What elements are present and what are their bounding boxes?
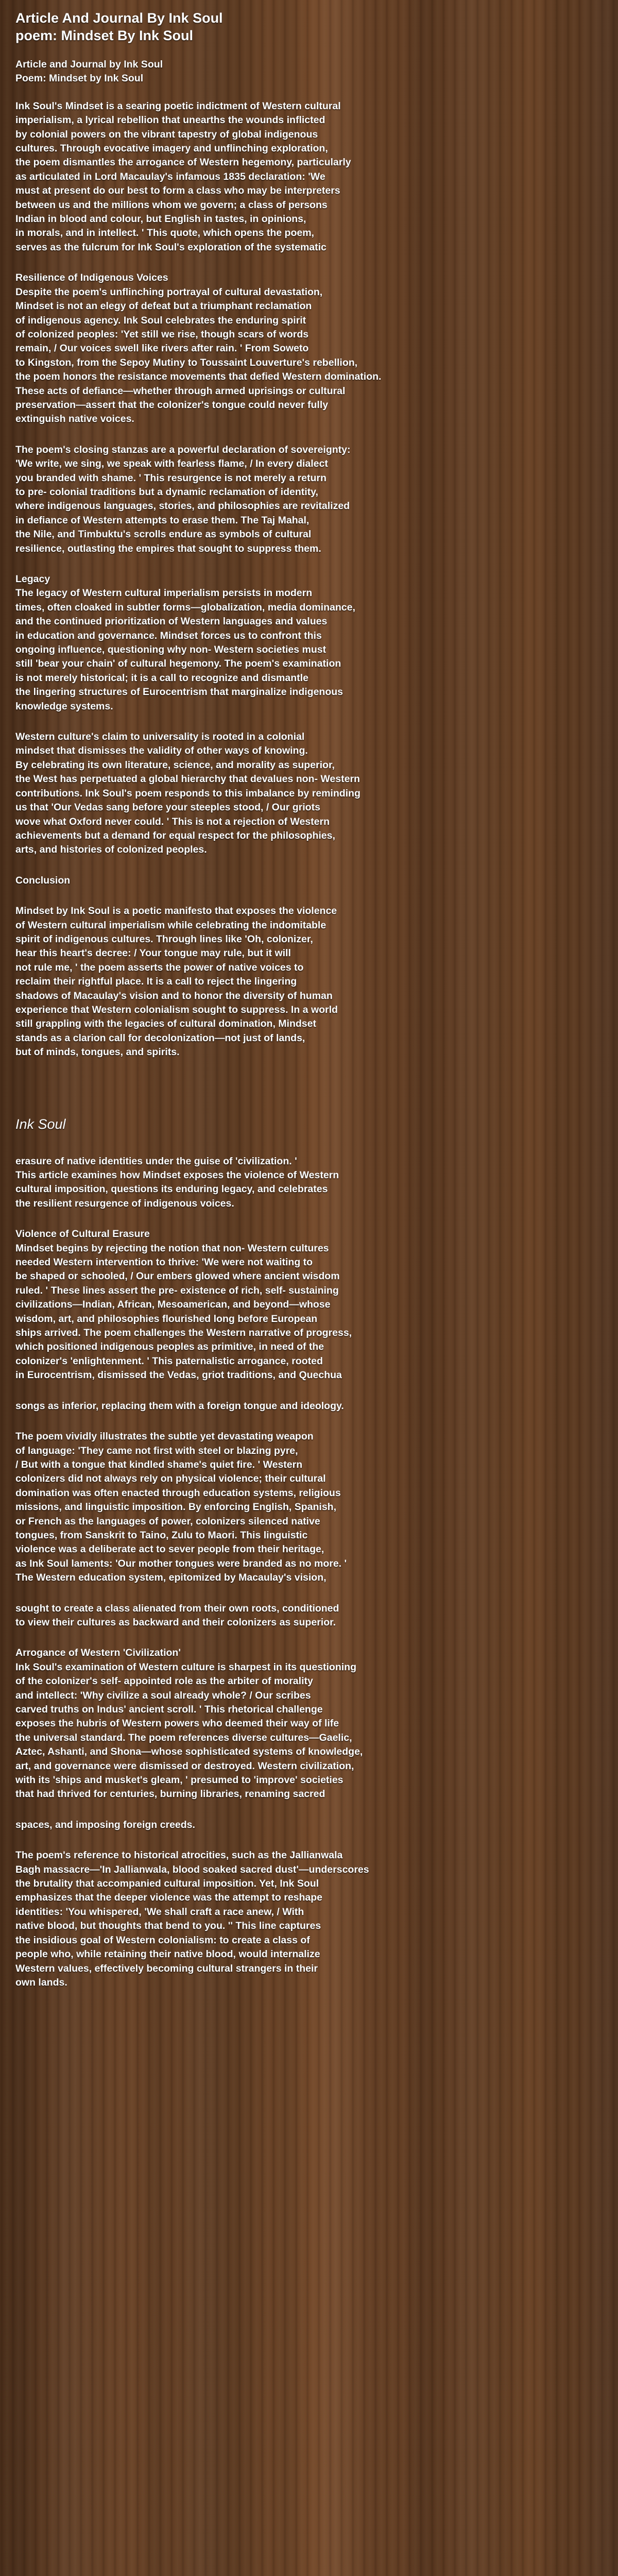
intro-section: [15, 99, 603, 255]
universality-section: [15, 730, 603, 857]
arrogance-tail-paragraph: spaces, and imposing foreign creeds.: [15, 1819, 195, 1831]
arrogance-tail-section: [15, 1818, 603, 1832]
author-signature: Ink Soul: [15, 1116, 66, 1132]
page-title: [15, 9, 603, 44]
legacy-heading: Legacy: [15, 573, 50, 585]
arrogance-paragraph: Ink Soul's examination of Western culture is sharpest in its questioning of the colonizer's self- appointed role as the arbiter of morality and intellect: 'Why civilize a soul already whole? / Our scribes carved truths on Indus' ancient scroll. ' This rhetorical challenge exposes the hubris of Western powers who deemed their way of life the universal standard. The poem references diverse cultures—Gaelic, Aztec, Ashanti, and Shona—whose sophisticated systems of knowledge, art, and governance were dismissed or destroyed. Western civilization, with its 'ships and musket's gleam, ' presumed to 'improve' societies that had thrived for centuries, burning libraries, renaming sacred: [15, 1661, 363, 1800]
resilience-section: [15, 271, 603, 426]
erasure-tail-paragraph: songs as inferior, replacing them with a foreign tongue and ideology.: [15, 1400, 344, 1412]
part2-opening-paragraph: erasure of native identities under the guise of 'civilization. ' This article examines how Mindset exposes the violence of Western cultural imposition, questions its enduring legacy, and celebrates the resilient resurgence of indigenous voices.: [15, 1155, 339, 1209]
title-line-1: Article And Journal By Ink Soul: [15, 10, 223, 26]
conclusion-section: [15, 874, 603, 888]
title-line-2: poem: Mindset By Ink Soul: [15, 28, 194, 43]
erasure-tail-section: [15, 1399, 603, 1413]
meta-block: [15, 58, 603, 86]
legacy-section: [15, 572, 603, 714]
atrocities-paragraph: The poem's reference to historical atrocities, such as the Jallianwala Bagh massacre—'In Jallianwala, blood soaked sacred dust'—underscores the brutality that accompanied cultural imposition. Yet, Ink Soul emphasizes that the deeper violence was the attempt to reshape identities: 'You whispered, 'We shall craft a race anew, / With native blood, but thoughts that bend to you. '' This line captures the insidious goal of Western colonialism: to create a class of people who, while retaining their native blood, would internalize Western values, effectively becoming cultural strangers in their own lands.: [15, 1850, 369, 1988]
resilience-heading: Resilience of Indigenous Voices: [15, 272, 168, 284]
language-tail-section: [15, 1602, 603, 1630]
resilience-paragraph: Despite the poem's unflinching portrayal of cultural devastation, Mindset is not an elegy of defeat but a triumphant reclamation of indigenous agency. Ink Soul celebrates the enduring spirit of colonized peoples: 'Yet still we rise, though scars of words remain, / Our voices swell like rivers after rain. ' From Soweto to Kingston, from the Sepoy Mutiny to Toussaint Louverture's rebellion, the poem honors the resistance movements that defied Western domination. These acts of defiance—whether through armed uprisings or cultural preservation—assert that the colonizer's tongue could never fully extinguish native voices.: [15, 286, 382, 425]
closing-section: [15, 443, 603, 556]
meta-line-2: Poem: Mindset by Ink Soul: [15, 73, 144, 84]
legacy-paragraph: The legacy of Western cultural imperialism persists in modern times, often cloaked in subtler forms—globalization, media dominance, and the continued prioritization of Western languages and values in education and governance. Mindset forces us to confront this ongoing influence, questioning why non- Western societies must still 'bear your chain' of cultural hegemony. The poem's examination is not merely historical; it is a call to recognize and dismantle the lingering structures of Eurocentrism that marginalize indigenous knowledge systems.: [15, 587, 355, 712]
erasure-paragraph: Mindset begins by rejecting the notion that non- Western cultures needed Western intervention to thrive: 'We were not waiting to be shaped or schooled, / Our embers glowed where ancient wisdom ruled. ' These lines assert the pre- existence of rich, self- sustaining civilizations—Indian, African, Mesoamerican, and beyond—whose wisdom, art, and philosophies flourished long before European ships arrived. The poem challenges the Western narrative of progress, which positioned indigenous peoples as primitive, in need of the colonizer's 'enlightenment. ' This paternalistic arrogance, rooted in Eurocentrism, dismissed the Vedas, griot traditions, and Quechua: [15, 1242, 352, 1381]
arrogance-heading: Arrogance of Western 'Civilization': [15, 1647, 181, 1659]
language-tail-paragraph: sought to create a class alienated from their own roots, conditioned to view their cultures as backward and their colonizers as superior.: [15, 1602, 339, 1628]
intro-paragraph: Ink Soul's Mindset is a searing poetic indictment of Western cultural imperialism, a lyrical rebellion that unearths the wounds inflicted by colonial powers on the vibrant tapestry of global indigenous cultures. Through evocative imagery and unflinching exploration, the poem dismantles the arrogance of Western hegemony, particularly as articulated in Lord Macaulay's infamous 1835 declaration: 'We must at present do our best to form a class who may be interpreters between us and the millions whom we govern; a class of persons Indian in blood and colour, but English in tastes, in opinions, in morals, and in intellect. ' This quote, which opens the poem, serves as the fulcrum for Ink Soul's exploration of the systematic: [15, 100, 351, 253]
meta-line-1: Article and Journal by Ink Soul: [15, 59, 163, 70]
part2-opening-section: [15, 1155, 603, 1211]
language-paragraph: The poem vividly illustrates the subtle yet devastating weapon of language: 'They came not first with steel or blazing pyre, / But with a tongue that kindled shame's quiet fire. ' Western colonizers did not always rely on physical violence; their cultural domination was often enacted through education systems, religious missions, and linguistic imposition. By enforcing English, Spanish, or French as the languages of power, colonizers silenced native tongues, from Sanskrit to Taino, Zulu to Maori. This linguistic violence was a deliberate act to sever people from their heritage, as Ink Soul laments: 'Our mother tongues were branded as no more. ' The Western education system, epitomized by Macaulay's vision,: [15, 1431, 347, 1584]
universality-paragraph: Western culture's claim to universality is rooted in a colonial mindset that dismisses the validity of other ways of knowing. By celebrating its own literature, science, and morality as superior, the West has perpetuated a global hierarchy that devalues non- Western contributions. Ink Soul's poem responds to this imbalance by reminding us that 'Our Vedas sang before your steeples stood, / Our griots wove what Oxford never could. ' This is not a rejection of Western achievements but a demand for equal respect for the philosophies, arts, and histories of colonized peoples.: [15, 731, 360, 856]
erasure-section: [15, 1227, 603, 1382]
conclusion-body: [15, 904, 603, 1059]
closing-paragraph: The poem's closing stanzas are a powerful declaration of sovereignty: 'We write, we sing, we speak with fearless flame, / In every dialect you branded with shame. ' This resurgence is not merely a return to pre- colonial traditions but a dynamic reclamation of identity, where indigenous languages, stories, and philosophies are revitalized in defiance of Western attempts to erase them. The Taj Mahal, the Nile, and Timbuktu's scrolls endure as symbols of cultural resilience, outlasting the empires that sought to suppress them.: [15, 444, 351, 554]
erasure-heading: Violence of Cultural Erasure: [15, 1228, 150, 1240]
conclusion-heading: Conclusion: [15, 874, 71, 886]
conclusion-paragraph: Mindset by Ink Soul is a poetic manifesto that exposes the violence of Western cultural imperialism while celebrating the indomitable spirit of indigenous cultures. Through lines like 'Oh, colonizer, hear this heart's decree: / Your tongue may rule, but it will not rule me, ' the poem asserts the power of native voices to reclaim their rightful place. It is a call to reject the lingering shadows of Macaulay's vision and to honor the diversity of human experience that Western colonialism sought to suppress. In a world still grappling with the legacies of cultural domination, Mindset stands as a clarion call for decolonization—not just of lands, but of minds, tongues, and spirits.: [15, 905, 338, 1058]
arrogance-section: [15, 1646, 603, 1801]
language-section: [15, 1430, 603, 1585]
atrocities-section: [15, 1849, 603, 1990]
